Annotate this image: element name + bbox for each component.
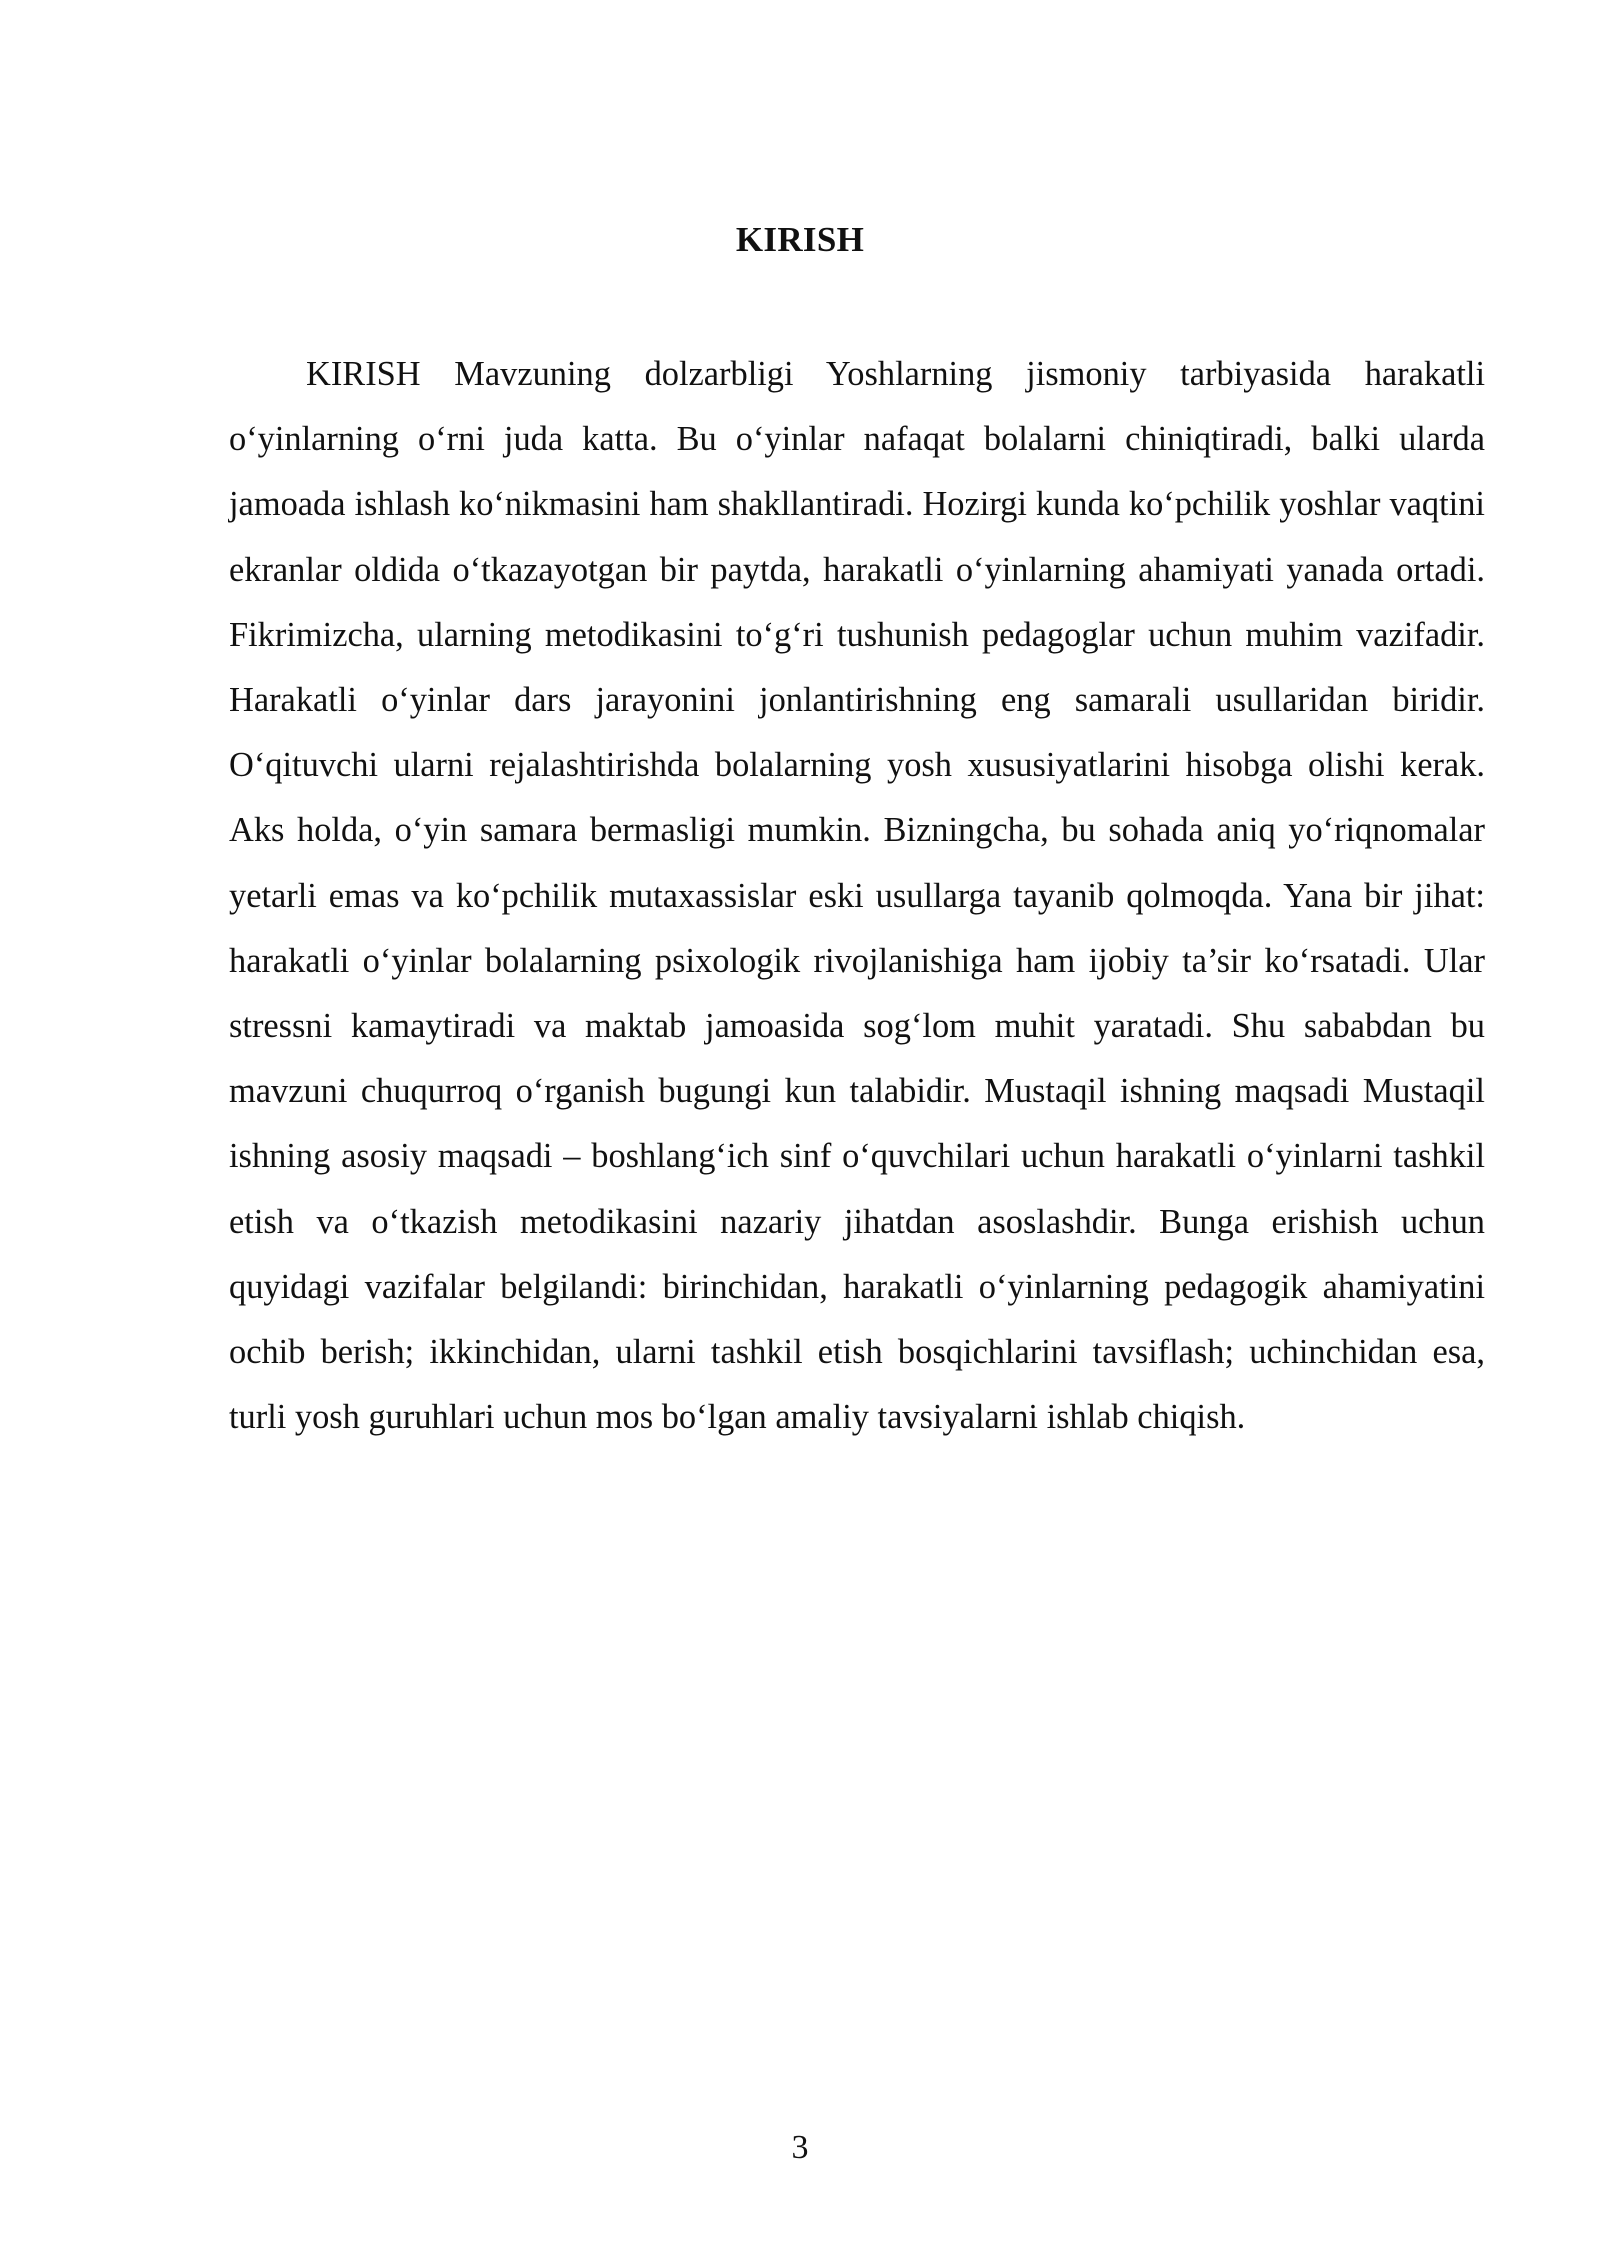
section-heading: KIRISH <box>735 220 865 259</box>
page-number: 3 <box>791 2129 809 2166</box>
body-paragraph: KIRISH Mavzuning dolzarbligi Yoshlarning jismoniy tarbiyasida harakatli o‘yinlarning o‘rni juda katta. Bu o‘yinlar nafaqat bolalarni chiniqtiradi, balki ularda jamoada ishlash ko‘nikmasini ham shakllantiradi. Hozirgi kunda ko‘pchilik yoshlar vaqtini ekranlar oldida o‘tkazayotgan bir paytda, harakatli o‘yinlarning ahamiyati yanada ortadi. Fikrimizcha, ularning metodikasini to‘g‘ri tushunish pedagoglar uchun muhim vazifadir. Harakatli o‘yinlar dars jarayonini jonlantirishning eng samarali usullaridan biridir. O‘qituvchi ularni rejalashtirishda bolalarning yosh xususiyatlarini hisobga olishi kerak. Aks holda, o‘yin samara bermasligi mumkin. Bizningcha, bu sohada aniq yo‘riqnomalar yetarli emas va ko‘pchilik mutaxassislar eski usullarga tayanib qolmoqda. Yana bir jihat: harakatli o‘yinlar bolalarning psixologik rivojlanishiga ham ijobiy ta’sir ko‘rsatadi. Ular stressni kamaytiradi va maktab jamoasida sog‘lom muhit yaratadi. Shu sababdan bu mavzuni chuqurroq o‘rganish bugungi kun talabidir. Mustaqil ishning maqsadi Mustaqil ishning asosiy maqsadi – boshlang‘ich sinf o‘quvchilari uchun harakatli o‘yinlarni tashkil etish va o‘tkazish metodikasini nazariy jihatdan asoslashdir. Bunga erishish uchun quyidagi vazifalar belgilandi: birinchidan, harakatli o‘yinlarning pedagogik ahamiyatini ochib berish; ikkinchidan, ularni tashkil etish bosqichlarini tavsiflash; uchinchidan esa, turli yosh guruhlari uchun mos bo‘lgan amaliy tavsiyalarni ishlab chiqish. <box>229 355 1485 1437</box>
